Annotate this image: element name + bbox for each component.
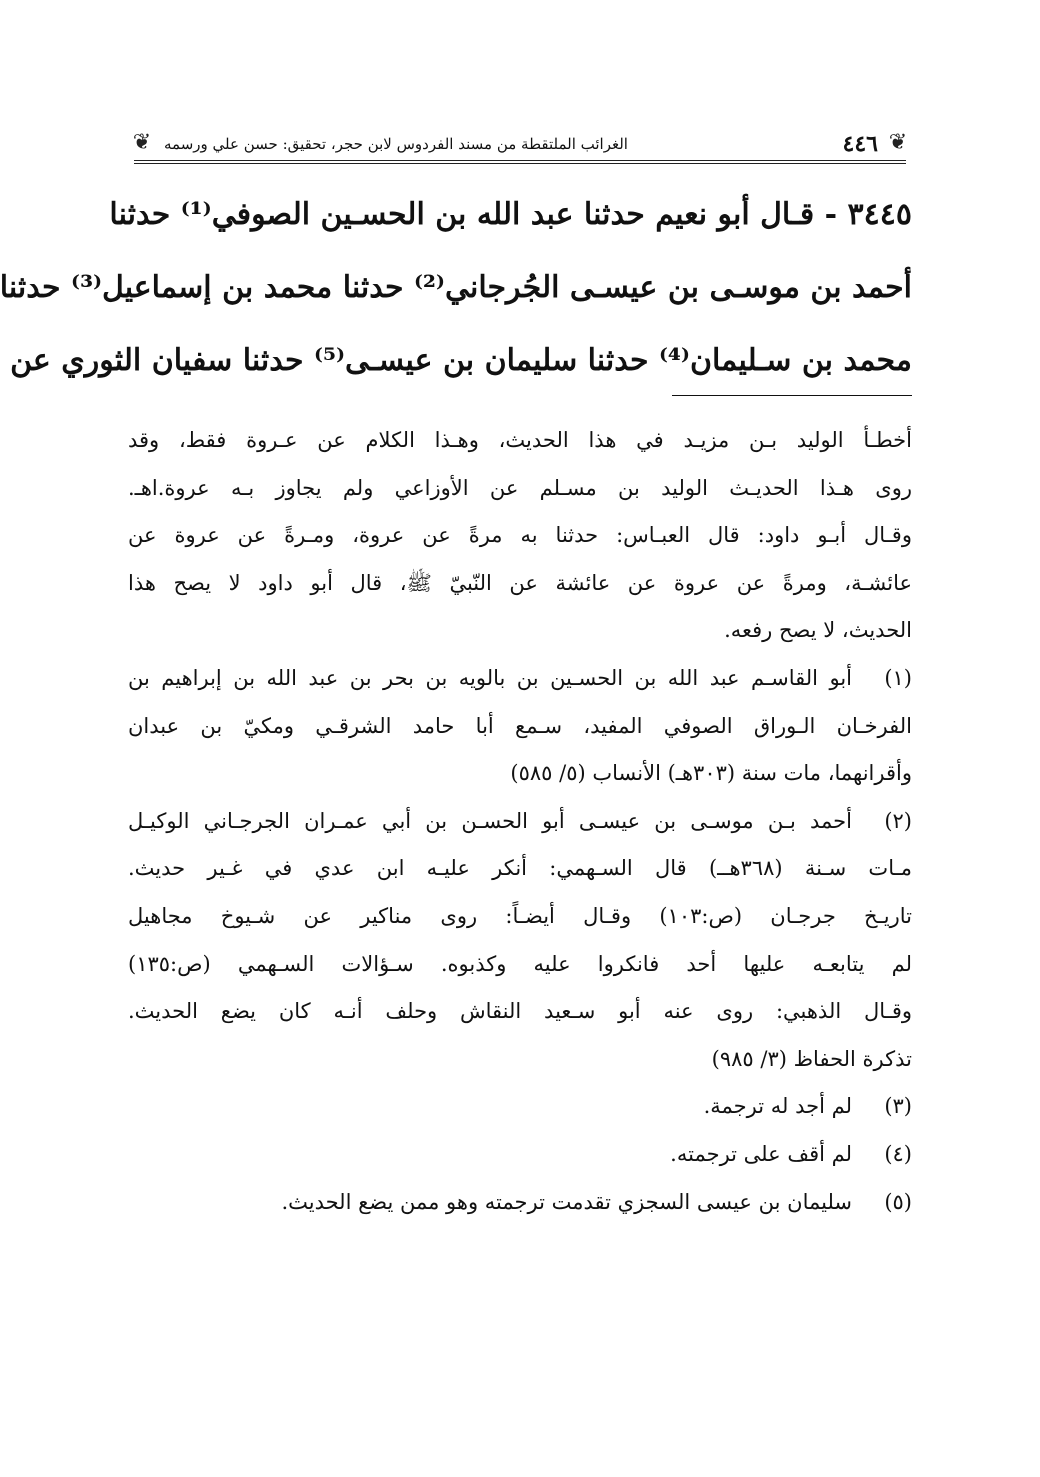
footnote-5 [128, 1179, 912, 1227]
footnote-line: تاريـخ جرجـان (ص:١٠٣) وقـال أيضـاً: روى مناكير عن شـيوخ مجاهيل [128, 903, 912, 928]
header-rule-thin [134, 163, 906, 164]
footnote-line: الفرخـان الـوراق الصوفي المفيد، سـمع أبا حامد الشرقـي ومكيّ بن عبدان [128, 713, 912, 738]
ornament-left-icon: ❦ [132, 130, 152, 155]
running-title: الغرائب الملتقطة من مسند الفردوس لابن حجر، تحقيق: حسن علي ورسمه [164, 135, 628, 153]
footnote-continuation-line: روى هـذا الحديـث الوليد بن مسـلم عن الأوزاعي ولم يجاوز بـه عروة.اهـ. [128, 475, 912, 500]
footnote-4 [128, 1131, 912, 1179]
hadith-line: أحمد بن موسـى بن عيسـى الجُرجاني⁽²⁾ حدثنا محمد بن إسماعيل⁽³⁾ حدثنا [0, 270, 912, 305]
footnote-line: سليمان بن عيسى السجزي تقدمت ترجمته وهو ممن يضع الحديث. [281, 1189, 852, 1214]
hadith-line: ٣٤٤٥ - قـال أبو نعيم حدثنا عبد الله بن الحسـين الصوفي⁽¹⁾ حدثنا [109, 197, 912, 232]
hadith-line: محمد بن سـليمان⁽⁴⁾ حدثنا سليمان بن عيسـى⁽⁵⁾ حدثنا سفيان الثوري عن [10, 343, 912, 378]
footnote-number: (٣) [884, 1094, 912, 1119]
ornament-right-icon: ❦ [888, 130, 908, 155]
footnote-continuation-line: الحديث، لا يصح رفعه. [724, 618, 912, 643]
footnote-separator [672, 395, 912, 396]
footnote-3 [128, 1083, 912, 1131]
hadith-text [0, 178, 912, 397]
footnote-number: (٥) [884, 1189, 912, 1214]
header-rule [134, 160, 906, 161]
footnote-line: أبو القاسـم عبد الله بن الحسـين بن بالويه بن بحر بن عبد الله بن إبراهيم بن [128, 665, 852, 690]
page-header [128, 128, 912, 164]
footnote-continuation-line: وقـال أبـو داود: قال العبـاس: حدثنا به مرةً عن عروة، ومـرةً عن عروة عن [128, 523, 912, 548]
footnote-number: (٢) [884, 808, 912, 833]
footnote-line: تذكرة الحفاظ (٣/ ٩٨٥) [711, 1046, 912, 1071]
page-number: ٤٤٦ [842, 131, 878, 157]
footnote-line: وقـال الذهبي: روى عنه أبو سـعيد النقاش وحلف أنـه كان يضع الحديث. [128, 999, 912, 1024]
footnote-2 [128, 798, 912, 846]
footnote-line: أحمد بـن موسـى بن عيسـى أبو الحسـن بن أبي عمـران الجرجـاني الوكيـل [128, 808, 852, 833]
footnote-line: وأقرانهما، مات سنة (٣٠٣هـ) الأنساب (٥/ ٥٨٥) [510, 761, 912, 786]
footnote-number: (١) [884, 665, 912, 690]
footnote-continuation-line: أخطـأ الوليد بـن مزيـد في هذا الحديث، وهـذا الكلام عن عـروة فقط، وقد [128, 428, 912, 452]
footnote-continuation-line: عائشـة، ومرةً عن عروة عن عائشة عن النّبيّ ﷺ، قال أبو داود لا يصح هذا [128, 570, 912, 595]
footnote-1 [128, 655, 912, 703]
footnote-number: (٤) [884, 1141, 912, 1166]
footnote-line: لم يتابعـه عليها أحد فانكروا عليه وكذبوه. سـؤالات السـهمي (ص:١٣٥) [128, 951, 912, 976]
footnote-line: لم أقف على ترجمته. [670, 1141, 852, 1166]
footnotes-section [128, 417, 912, 1226]
footnote-line: مـات سـنة (٣٦٨هــ) قال السـهمي: أنكر عليـه ابن عدي في غـير حديث. [128, 856, 912, 881]
footnote-line: لم أجد له ترجمة. [703, 1094, 852, 1119]
